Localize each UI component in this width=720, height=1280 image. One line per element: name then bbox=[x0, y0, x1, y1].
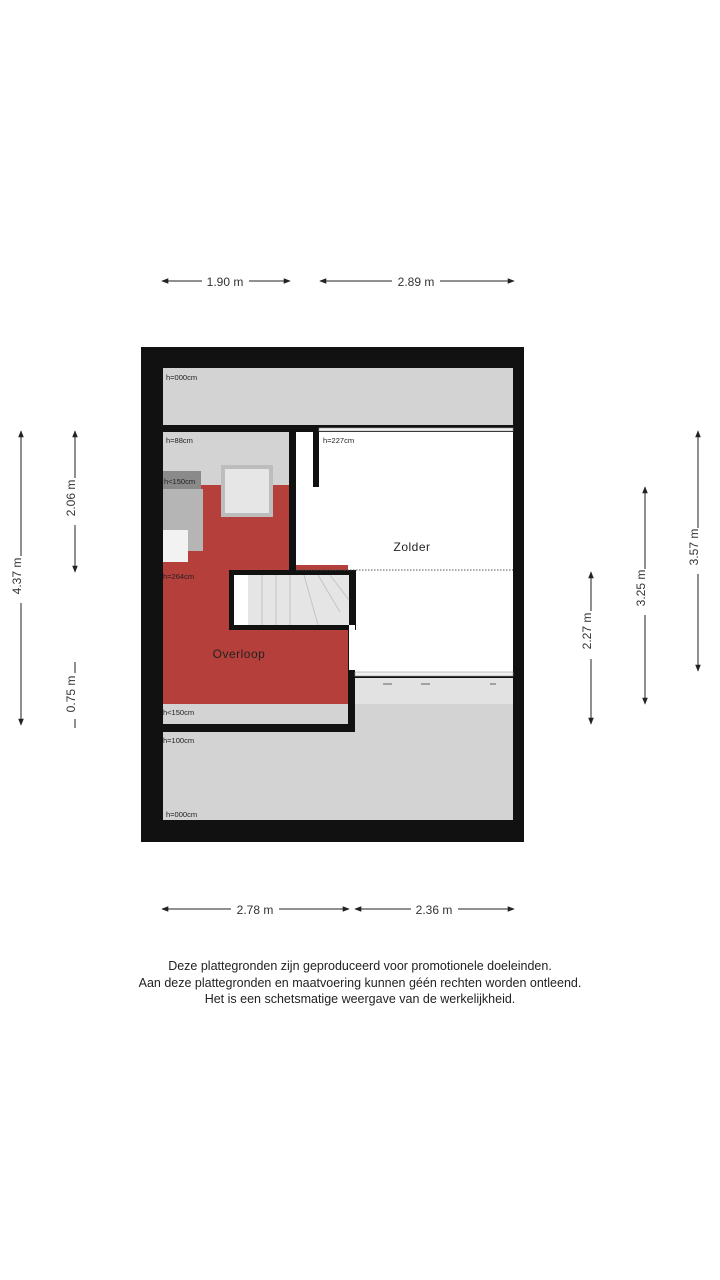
height-label: h=100cm bbox=[163, 736, 195, 745]
dimension-right-outer bbox=[687, 431, 701, 671]
bed-pillow bbox=[163, 530, 188, 562]
small-wall-stub bbox=[313, 432, 319, 487]
stair-void bbox=[234, 575, 349, 625]
bottom-strip-right bbox=[355, 678, 513, 704]
height-label: h=227cm bbox=[323, 436, 355, 445]
top-window bbox=[319, 428, 513, 431]
dimension-right-inner bbox=[580, 572, 594, 724]
svg-text:2.06 m: 2.06 m bbox=[64, 479, 78, 517]
room-label-zolder: Zolder bbox=[393, 540, 431, 554]
svg-text:3.25 m: 3.25 m bbox=[634, 569, 648, 607]
landing-right-wall bbox=[289, 428, 296, 570]
dimension-right-middle bbox=[634, 487, 648, 704]
top-sloped-strip bbox=[163, 368, 513, 425]
height-label: h=000cm bbox=[166, 810, 198, 819]
height-label: h=264cm bbox=[163, 572, 195, 581]
bottom-sloped-area-right bbox=[355, 704, 513, 734]
room-label-overloop: Overloop bbox=[212, 647, 266, 661]
svg-text:3.57 m: 3.57 m bbox=[687, 528, 701, 566]
stair-opening bbox=[234, 575, 248, 625]
dimension-left-inner-bottom bbox=[64, 662, 78, 728]
height-label: h=88cm bbox=[166, 436, 193, 445]
svg-text:2.36 m: 2.36 m bbox=[415, 903, 453, 917]
disclaimer-line: Aan deze plattegronden en maatvoering kunnen géén rechten worden ontleend. bbox=[138, 975, 582, 990]
disclaimer bbox=[0, 958, 720, 1008]
height-label: h<150cm bbox=[164, 477, 196, 486]
landing-bottom-wall bbox=[155, 724, 355, 732]
stair-landing-white bbox=[349, 625, 355, 670]
disclaimer-line: Het is een schetsmatige weergave van de werkelijkheid. bbox=[204, 992, 516, 1006]
dimension-bottom-right bbox=[355, 903, 514, 917]
dimension-left-inner-top bbox=[64, 431, 78, 572]
svg-text:2.89 m: 2.89 m bbox=[397, 275, 435, 289]
disclaimer-line: Deze plattegronden zijn geproduceerd voor promotionele doeleinden. bbox=[168, 959, 552, 973]
svg-text:2.27 m: 2.27 m bbox=[580, 612, 594, 650]
cabinet-square-inner bbox=[225, 469, 269, 513]
height-label: h=000cm bbox=[166, 373, 198, 382]
dimension-bottom-left bbox=[162, 903, 349, 917]
svg-text:4.37 m: 4.37 m bbox=[10, 557, 24, 595]
dimension-top-right bbox=[320, 275, 514, 289]
dimension-left-outer bbox=[10, 431, 24, 725]
bottom-window bbox=[355, 672, 513, 676]
svg-text:0.75 m: 0.75 m bbox=[64, 675, 78, 713]
dimension-top-left bbox=[162, 275, 290, 289]
svg-text:2.78 m: 2.78 m bbox=[236, 903, 274, 917]
svg-text:1.90 m: 1.90 m bbox=[206, 275, 244, 289]
bottom-sloped-area bbox=[163, 732, 513, 820]
height-label: h<150cm bbox=[163, 708, 195, 717]
